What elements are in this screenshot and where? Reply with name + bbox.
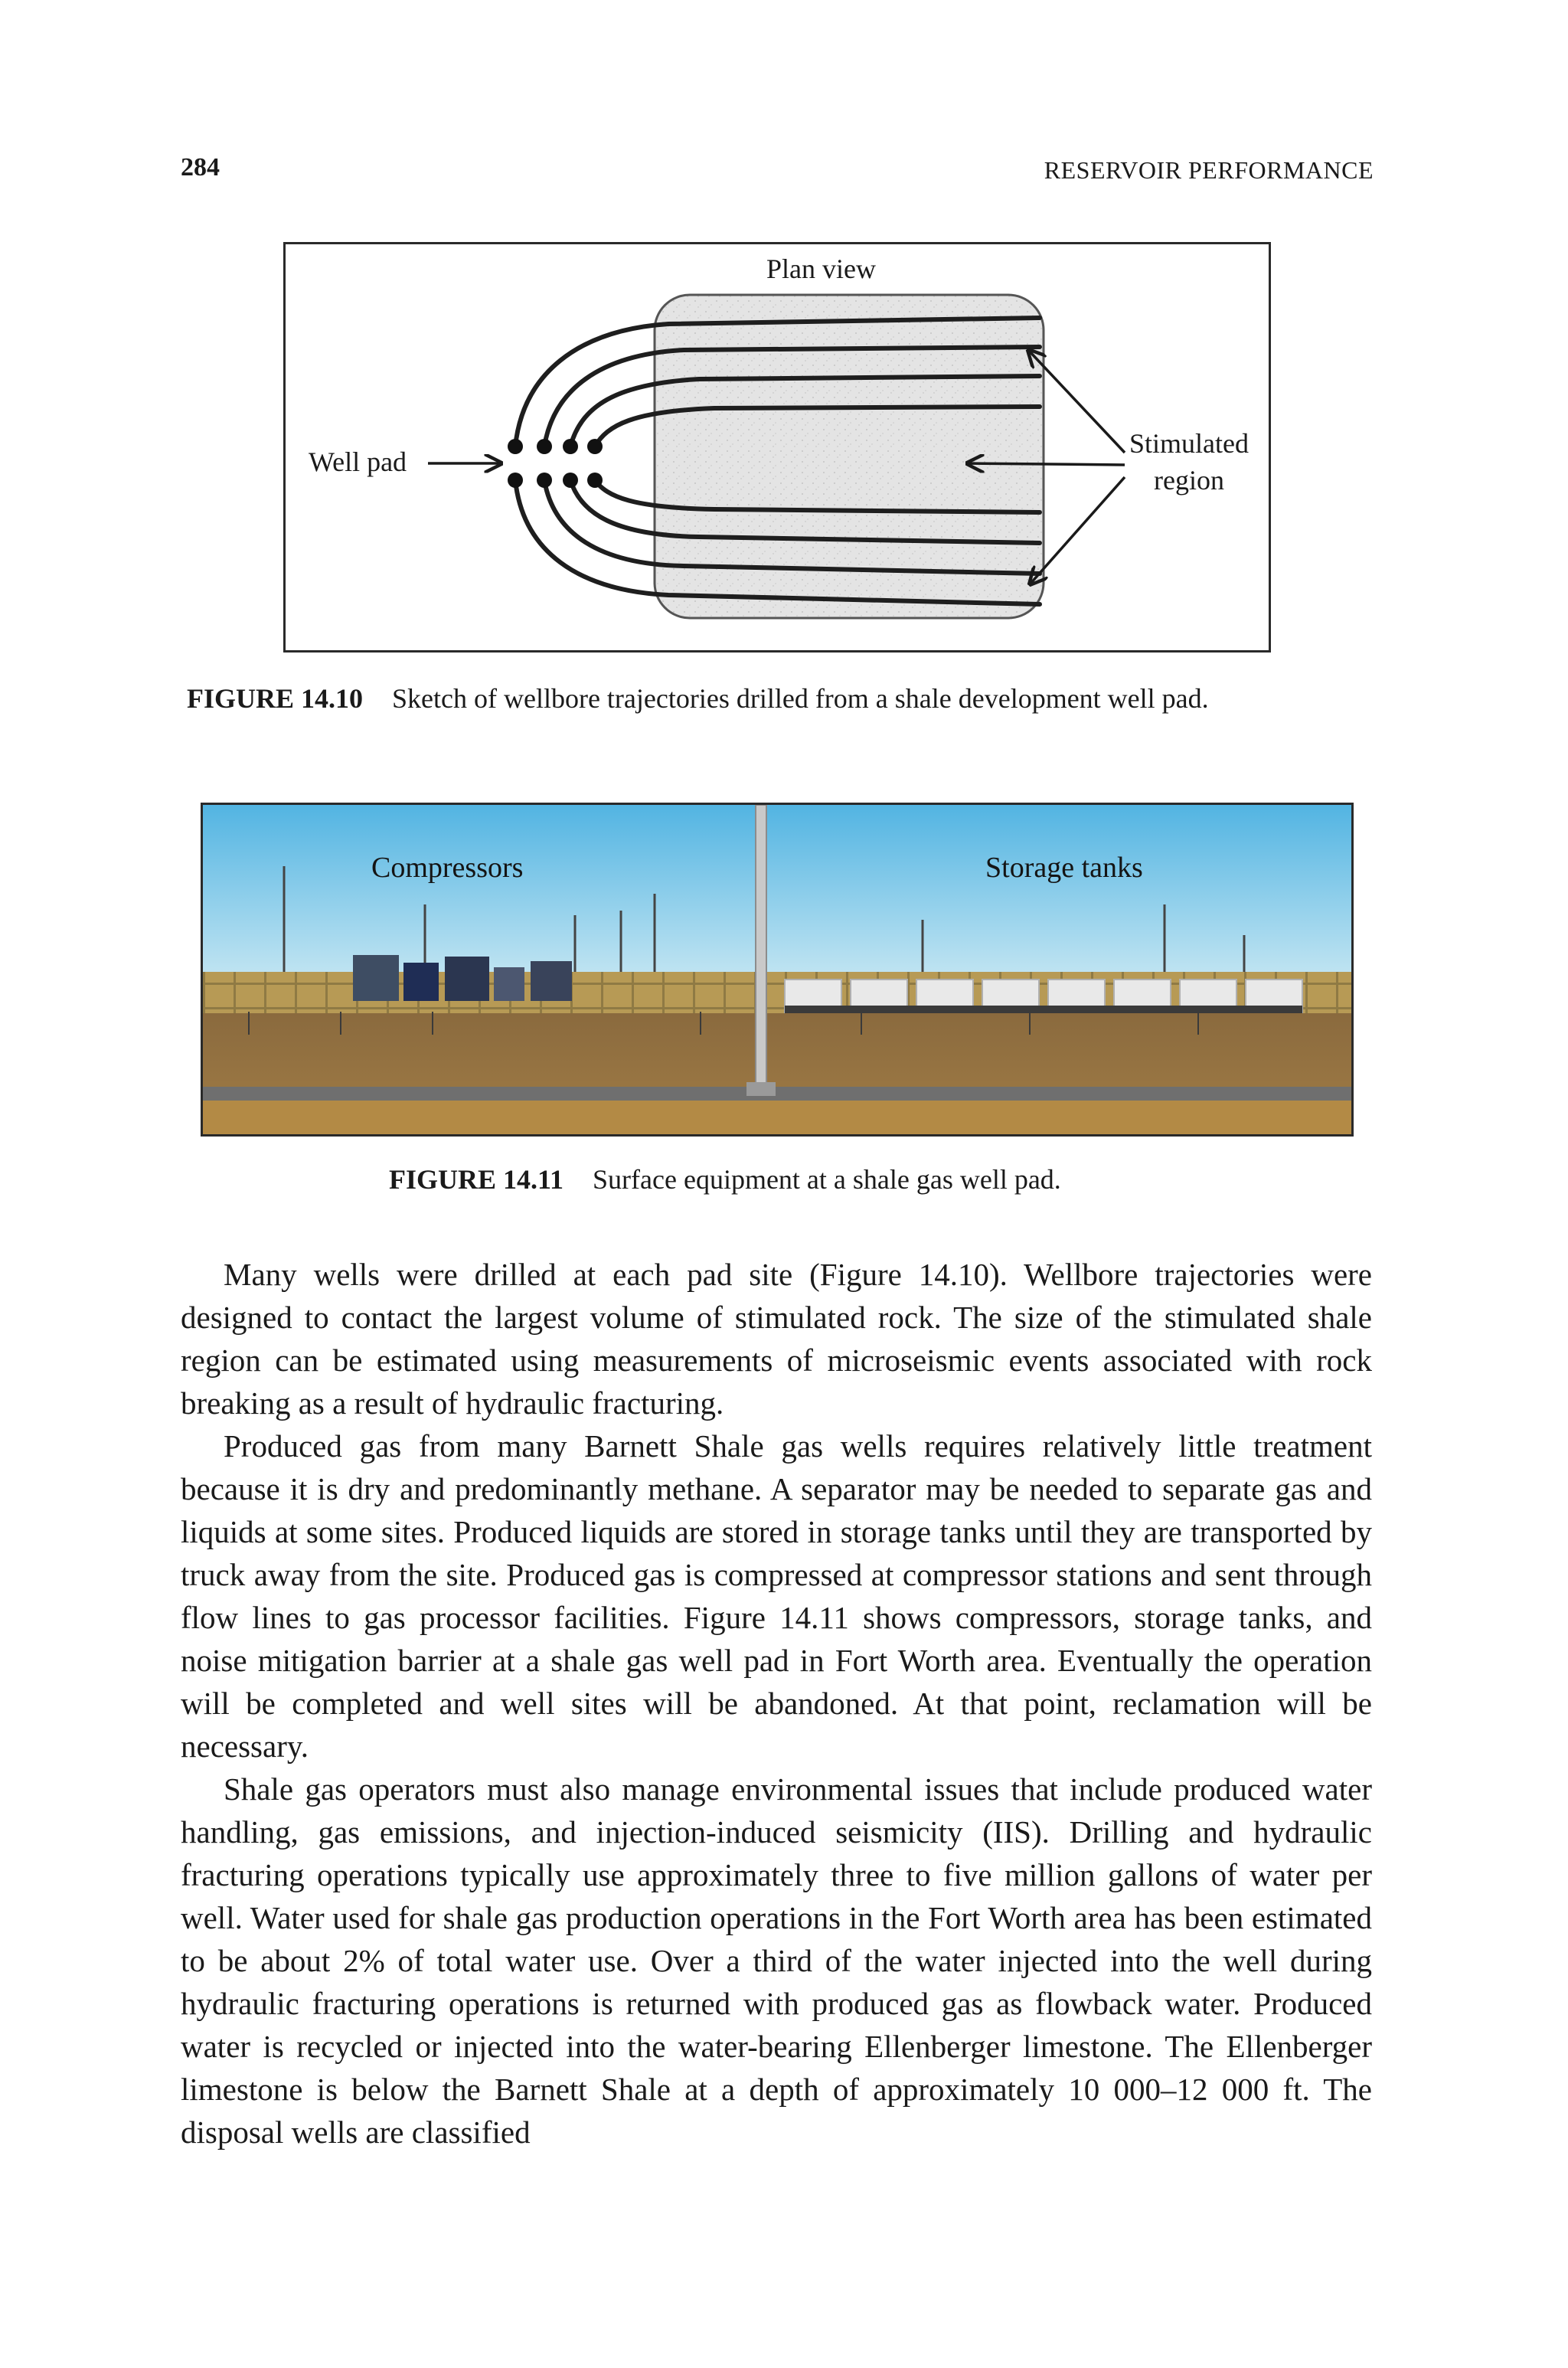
stimulated-label-line1: Stimulated xyxy=(1129,428,1249,459)
body-text xyxy=(181,1253,1372,2154)
running-title: RESERVOIR PERFORMANCE xyxy=(1044,156,1374,184)
figure-14-11-caption-text: Surface equipment at a shale gas well pad. xyxy=(593,1164,1061,1195)
paragraph-3: Shale gas operators must also manage environmental issues that include produced water handling, gas emissions, and injection-induced seismicity (IIS). Drilling and hydraulic fracturing operations typically use approximately three to five million gallons of water per well. Water used for shale gas production operations in the Fort Worth area has been estimated to be about 2% of total water use. Over a third of the water injected into the well during hydraulic fracturing operations is returned with produced gas as flowback water. Produced water is recycled or injected into the water-bearing Ellenberger limestone. The Ellenberger limestone is below the Barnett Shale at a depth of approximately 10 000–12 000 ft. The disposal wells are classified xyxy=(181,1771,1372,2150)
stimulated-region-label xyxy=(1112,425,1266,499)
road xyxy=(203,1087,1351,1101)
utility-pole xyxy=(756,805,766,1094)
compressors-label: Compressors xyxy=(371,852,524,884)
storage-tanks-label: Storage tanks xyxy=(985,852,1143,884)
grass-strip xyxy=(203,1101,1351,1134)
figure-14-11-caption xyxy=(389,1163,1061,1196)
stimulated-label-line2: region xyxy=(1154,465,1224,496)
tank-shadows xyxy=(785,1006,1302,1013)
well-pad-heads xyxy=(508,439,603,488)
plan-view-label: Plan view xyxy=(766,253,876,284)
figure-14-11-number: FIGURE 14.11 xyxy=(389,1164,564,1195)
figure-14-10-caption-text: Sketch of wellbore trajectories drilled from a shale development well pad. xyxy=(392,683,1209,714)
pole-base xyxy=(746,1082,776,1096)
paragraph-2: Produced gas from many Barnett Shale gas wells requires relatively little treatment because it is dry and predominantly methane. A separator may be needed to separate gas and liquids at some sites. Produced liquids are stored in storage tanks until they are transported by truck away from the site. Produced gas is compressed at compressor stations and sent through flow lines to gas processor facilities. Figure 14.11 shows compressors, storage tanks, and noise mitigation barrier at a shale gas well pad in Fort Worth area. Eventually the operation will be completed and well sites will be abandoned. At that point, reclamation will be necessary. xyxy=(181,1428,1372,1764)
compressor-units xyxy=(353,955,572,1001)
page-number: 284 xyxy=(181,153,220,182)
figure-14-10-number: FIGURE 14.10 xyxy=(187,683,364,714)
paragraph-1: Many wells were drilled at each pad site (Figure 14.10). Wellbore trajectories were designed to contact the largest volume of stimulated rock. The size of the stimulated shale region can be estimated using measurements of microseismic events associated with rock breaking as a result of hydraulic fracturing. xyxy=(181,1257,1372,1421)
figure-14-11-photo xyxy=(201,803,1354,1137)
figure-14-10-caption xyxy=(187,682,1209,715)
figure-14-10-sketch xyxy=(283,242,1271,653)
well-pad-label: Well pad xyxy=(309,446,407,477)
